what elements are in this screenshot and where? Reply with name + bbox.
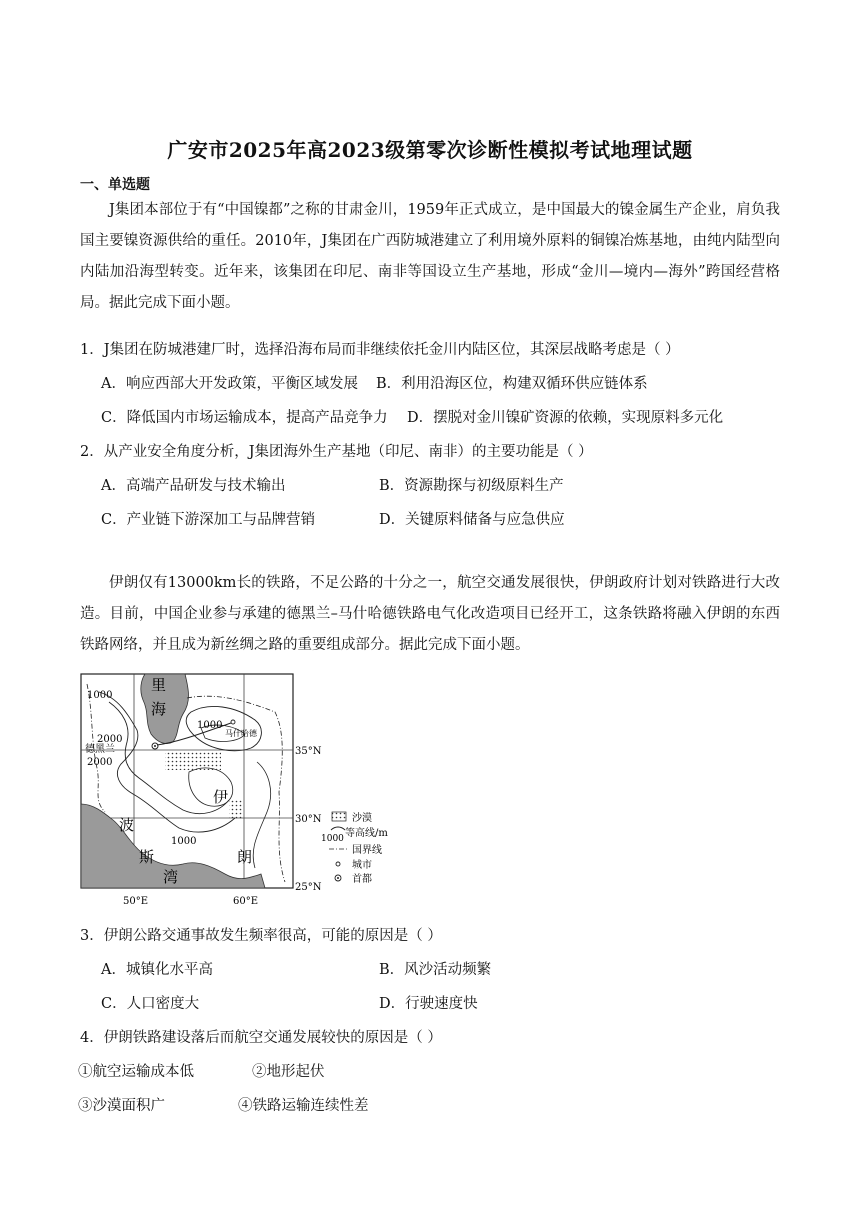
label-lat-35: 35°N: [295, 746, 322, 757]
question-1-option-a: A．响应西部大开发政策，平衡区域发展: [101, 376, 358, 392]
question-1-stem: 1．J集团在防城港建厂时，选择沿海布局而非继续依托金川内陆区位，其深层战略考虑是（ ）: [80, 342, 680, 358]
legend-city-label: 城市: [352, 860, 372, 871]
passage-2: 伊朗仅有13000km长的铁路，不足公路的十分之一，航空交通发展很快，伊朗政府计划对铁路进行大改造。目前，中国企业参与承建的德黑兰–马什哈德铁路电气化改造项目已经开工，这条铁路将融入伊朗的东西铁路网络，并且成为新丝绸之路的重要组成部分。据此完成下面小题。: [80, 575, 780, 653]
question-4-choice-3: ③沙漠面积广: [78, 1098, 165, 1114]
question-2-option-a: A．高端产品研发与技术输出: [101, 478, 286, 494]
question-3-stem: 3．伊朗公路交通事故发生频率很高，可能的原因是（ ）: [80, 928, 442, 944]
legend-contour-swatch: [331, 827, 345, 830]
page-title: 广安市2025年高2023级第零次诊断性模拟考试地理试题: [167, 138, 693, 162]
passage-1: J集团本部位于有“中国镍都”之称的甘肃金川，1959年正式成立，是中国最大的镍金属生产企业，肩负我国主要镍资源供给的重任。2010年，J集团在广西防城港建立了利用境外原料的铜镍冶炼基地，由纯内陆型向内陆加沿海型转变。近年来，该集团在印尼、南非等国设立生产基地，形成“金川—境内—海外”跨国经营格局。据此完成下面小题。: [80, 202, 780, 311]
label-contour-1000-s: 1000: [171, 836, 197, 847]
label-contour-2000-a: 2000: [97, 734, 123, 745]
question-2-stem: 2．从产业安全角度分析，J集团海外生产基地（印尼、南非）的主要功能是（ ）: [80, 444, 593, 460]
question-4-choice-2: ②地形起伏: [252, 1064, 325, 1080]
label-gulf-2: 斯: [139, 848, 155, 866]
question-3-option-b: B．风沙活动频繁: [379, 962, 492, 978]
question-1-option-c: C．降低国内市场运输成本，提高产品竞争力: [101, 410, 388, 426]
legend-contour-value: 1000: [321, 834, 344, 844]
desert-lut: [229, 800, 243, 820]
label-caspian-2: 海: [151, 700, 167, 718]
mashhad-city-marker: [231, 720, 235, 724]
question-4-stem: 4．伊朗铁路建设落后而航空交通发展较快的原因是（ ）: [80, 1030, 442, 1046]
label-lat-30: 30°N: [295, 814, 322, 825]
question-1-option-d: D．摆脱对金川镍矿资源的依赖，实现原料多元化: [407, 410, 724, 426]
label-gulf-1: 波: [119, 816, 135, 834]
desert-kavir: [165, 752, 221, 770]
label-contour-2000-b: 2000: [87, 757, 113, 768]
question-4-choice-4: ④铁路运输连续性差: [238, 1098, 369, 1114]
label-gulf-3: 湾: [163, 868, 179, 886]
iran-map-figure: [79, 672, 419, 908]
legend-border-label: 国界线: [352, 845, 382, 856]
label-lon-50: 50°E: [123, 896, 149, 907]
legend-desert-label: 沙漠: [352, 813, 372, 824]
question-2-option-d: D．关键原料储备与应急供应: [379, 512, 565, 528]
question-2-option-b: B．资源勘探与初级原料生产: [379, 478, 564, 494]
question-1-option-b: B．利用沿海区位，构建双循环供应链体系: [376, 376, 648, 392]
question-3-option-c: C．人口密度大: [101, 996, 200, 1012]
label-iran-1: 伊: [213, 788, 229, 806]
label-lat-25: 25°N: [295, 882, 322, 893]
label-tehran: 德黑兰: [85, 744, 115, 755]
legend-contour-label: 等高线/m: [345, 828, 388, 839]
label-contour-1000-nw: 1000: [87, 690, 113, 701]
label-iran-2: 朗: [237, 848, 253, 866]
question-3-option-a: A．城镇化水平高: [101, 962, 213, 978]
label-contour-1000-ne: 1000: [197, 720, 223, 731]
question-3-option-d: D．行驶速度快: [379, 996, 478, 1012]
legend-desert-swatch: [332, 812, 346, 821]
legend-capital-label: 首都: [352, 874, 372, 885]
label-caspian-1: 里: [151, 676, 167, 694]
section-heading: 一、单选题: [80, 177, 150, 193]
label-mashhad: 马什哈德: [225, 729, 257, 738]
label-lon-60: 60°E: [233, 896, 259, 907]
question-2-option-c: C．产业链下游深加工与品牌营销: [101, 512, 316, 528]
legend-city-swatch: [336, 862, 340, 866]
question-4-choice-1: ①航空运输成本低: [78, 1064, 194, 1080]
